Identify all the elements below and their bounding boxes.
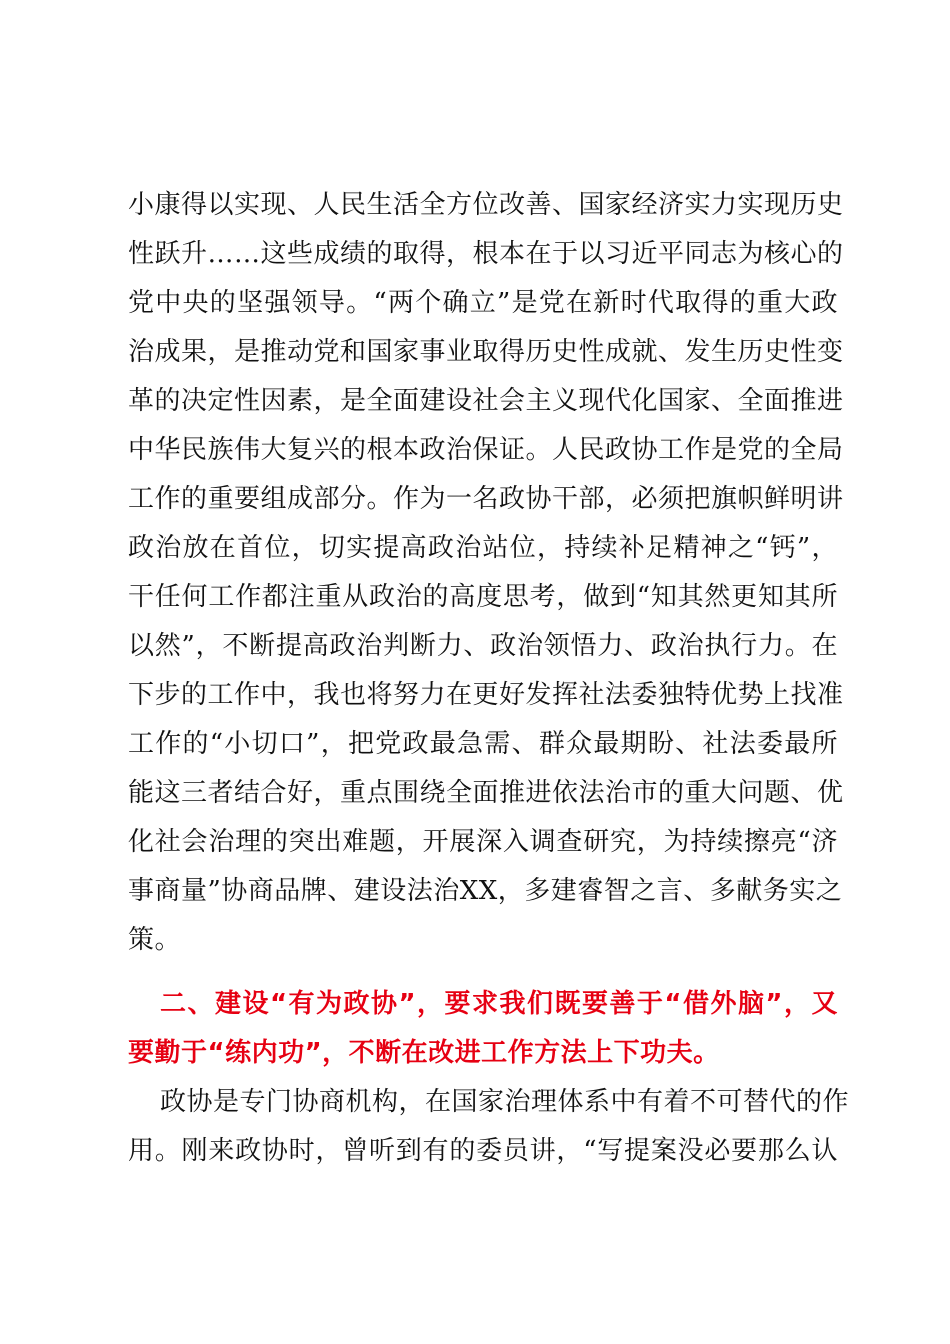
paragraph-line: 干任何工作都注重从政治的高度思考，做到“知其然更知其所	[128, 582, 838, 612]
paragraph-line: 事商量”协商品牌、建设法治XX，多建睿智之言、多献务实之	[128, 876, 843, 906]
paragraph-line: 策。	[128, 925, 182, 955]
paragraph-line: 治成果，是推动党和国家事业取得历史性成就、发生历史性变	[128, 337, 844, 367]
paragraph-line: 能这三者结合好，重点围绕全面推进依法治市的重大问题、优	[128, 778, 844, 808]
paragraph-line: 革的决定性因素，是全面建设社会主义现代化国家、全面推进	[128, 386, 844, 416]
paragraph-line: 小康得以实现、人民生活全方位改善、国家经济实力实现历史	[128, 190, 844, 220]
paragraph-line: 化社会治理的突出难题，开展深入调查研究，为持续擦亮“济	[128, 827, 838, 857]
paragraph-line: 工作的“小切口”，把党政最急需、群众最期盼、社法委最所	[128, 729, 838, 759]
paragraph-line: 工作的重要组成部分。作为一名政协干部，必须把旗帜鲜明讲	[128, 484, 844, 514]
paragraph-line: 政协是专门协商机构，在国家治理体系中有着不可替代的作	[160, 1087, 850, 1117]
heading-line: 二、建设“有为政协”，要求我们既要善于“借外脑”，又	[160, 989, 838, 1019]
paragraph-line: 下步的工作中，我也将努力在更好发挥社法委独特优势上找准	[128, 680, 844, 710]
paragraph-line: 以然”，不断提高政治判断力、政治领悟力、政治执行力。在	[128, 631, 838, 661]
paragraph-line: 用。刚来政协时，曾听到有的委员讲，“写提案没必要那么认	[128, 1136, 838, 1166]
paragraph-line: 中华民族伟大复兴的根本政治保证。人民政协工作是党的全局	[128, 435, 844, 465]
paragraph-line: 政治放在首位，切实提高政治站位，持续补足精神之“钙”，	[128, 533, 838, 563]
paragraph-line: 性跃升……这些成绩的取得，根本在于以习近平同志为核心的	[128, 239, 844, 269]
paragraph-line: 党中央的坚强领导。“两个确立”是党在新时代取得的重大政	[128, 288, 838, 318]
heading-line: 要勤于“练内功”，不断在改进工作方法上下功夫。	[128, 1038, 720, 1068]
